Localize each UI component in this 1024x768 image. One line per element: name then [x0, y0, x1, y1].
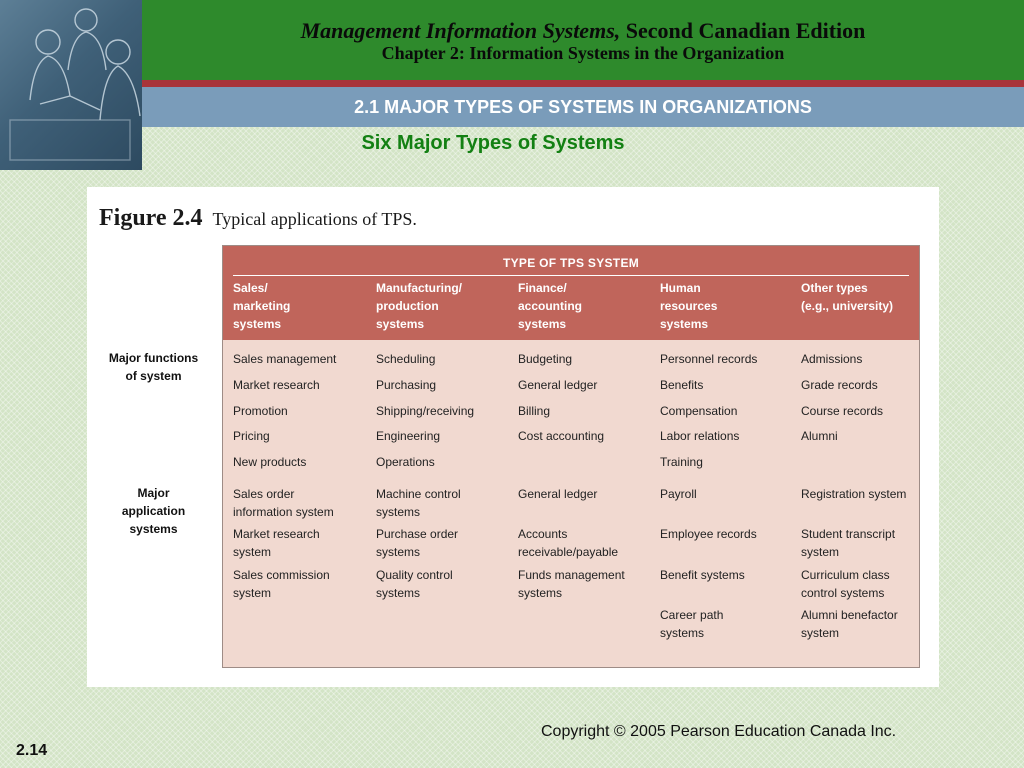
function-cell: Training — [660, 455, 703, 469]
function-cell: General ledger — [518, 378, 598, 392]
header-bar — [142, 0, 1024, 80]
page-number: 2.14 — [16, 742, 48, 759]
application-cell: Student transcript system — [801, 527, 896, 559]
function-cell: Operations — [376, 455, 435, 469]
section-heading: 2.1 MAJOR TYPES OF SYSTEMS IN ORGANIZATIONS — [142, 87, 1024, 127]
column-header: Human resources systems — [660, 281, 718, 331]
header-divider — [142, 80, 1024, 87]
application-cell: Accounts receivable/payable — [518, 527, 619, 559]
tps-table — [222, 245, 920, 668]
function-cell: Billing — [518, 404, 551, 418]
application-cell: Quality control systems — [376, 568, 453, 600]
table-header — [223, 246, 919, 340]
row-label-applications: Major application systems — [121, 486, 186, 536]
function-cell: Scheduling — [376, 352, 436, 366]
figure-panel — [87, 187, 939, 687]
column-header: Other types (e.g., university) — [801, 281, 894, 313]
application-cell: General ledger — [518, 487, 598, 501]
figure-caption — [99, 205, 417, 232]
function-cell: Admissions — [801, 352, 863, 366]
application-cell: Career path systems — [660, 608, 724, 640]
application-cell: Employee records — [660, 527, 757, 541]
function-cell: Market research — [233, 378, 320, 392]
book-title-italic: Management Information Systems, — [300, 18, 621, 43]
figure-caption-text: Typical applications of TPS. — [212, 209, 417, 229]
application-cell: Benefit systems — [660, 568, 745, 582]
function-cell: Alumni — [801, 429, 838, 443]
function-cell: Pricing — [233, 429, 270, 443]
table-title: TYPE OF TPS SYSTEM — [502, 256, 640, 270]
function-cell: Grade records — [801, 378, 878, 392]
application-cell: Registration system — [801, 487, 907, 501]
header-photo — [0, 0, 142, 170]
function-cell: Personnel records — [660, 352, 758, 366]
application-cell: Payroll — [660, 487, 697, 501]
chapter-title: Chapter 2: Information Systems in the Organization — [381, 43, 785, 64]
function-cell: Benefits — [660, 378, 704, 392]
application-cell: Sales order information system — [233, 487, 334, 519]
book-title — [142, 18, 1024, 43]
application-cell: Alumni benefactor system — [801, 608, 898, 640]
function-cell: Sales management — [233, 352, 337, 366]
function-cell: New products — [233, 455, 307, 469]
function-cell: Purchasing — [376, 378, 437, 392]
column-header: Manufacturing/ production systems — [376, 281, 462, 331]
slide-subtitle: Six Major Types of Systems — [361, 132, 625, 154]
function-cell: Budgeting — [518, 352, 573, 366]
application-cell: Sales commission system — [233, 568, 330, 600]
figure-number: Figure 2.4 — [99, 205, 203, 231]
function-cell: Course records — [801, 404, 884, 418]
application-cell: Funds management systems — [518, 568, 625, 600]
column-header: Sales/ marketing systems — [233, 281, 291, 331]
application-cell: Purchase order systems — [376, 527, 459, 559]
table-title-rule — [233, 275, 909, 276]
application-cell: Market research system — [233, 527, 320, 559]
function-cell: Shipping/receiving — [376, 404, 475, 418]
function-cell: Labor relations — [660, 429, 740, 443]
application-cell: Curriculum class control systems — [801, 568, 890, 600]
column-header: Finance/ accounting systems — [518, 281, 583, 331]
function-cell: Engineering — [376, 429, 441, 443]
row-label-functions: Major functions of system — [108, 351, 199, 383]
book-title-edition: Second Canadian Edition — [620, 18, 866, 43]
copyright-notice: Copyright © 2005 Pearson Education Canada Inc. — [541, 723, 897, 740]
function-cell: Cost accounting — [518, 429, 605, 443]
function-cell: Promotion — [233, 404, 288, 418]
function-cell: Compensation — [660, 404, 738, 418]
application-cell: Machine control systems — [376, 487, 461, 519]
